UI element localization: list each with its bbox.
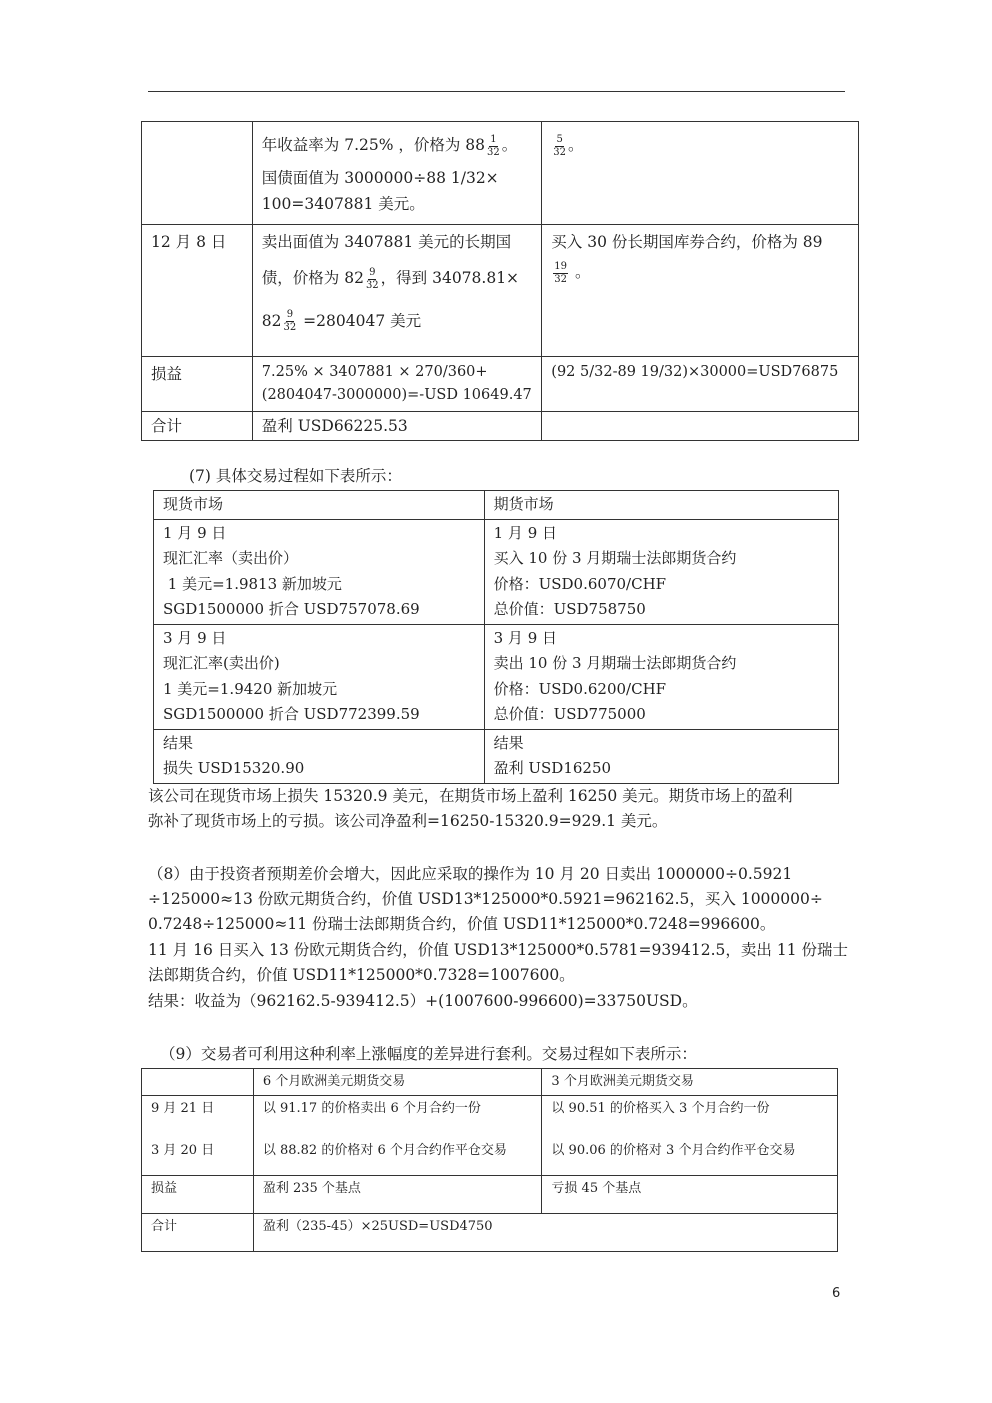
table-cell: [542, 122, 859, 225]
cell-text: 债，价格为 82: [261, 269, 364, 287]
table-cell: 1 月 9 日 买入 10 份 3 月期瑞士法郎期货合约 价格：USD0.6070/CHF 总价值：USD758750: [484, 519, 838, 624]
paragraph-line: 0.7248÷125000≈11 份瑞士法郎期货合约，价值 USD11*125000*0.7248=996600。: [148, 915, 776, 933]
cell-text: (2804047-3000000)=-USD 10649.47: [261, 387, 532, 403]
table-row: [142, 122, 859, 225]
fraction: $\frac{1}{32}$: [487, 133, 500, 158]
table-row: [154, 624, 839, 729]
table-cell: 结果 损失 USD15320.90: [154, 729, 485, 783]
table-header-cell: 6 个月欧洲美元期货交易: [253, 1069, 542, 1096]
conclusion-line: 该公司在现货市场上损失 15320.9 美元，在期货市场上盈利 16250 美元。期货市场上的盈利: [148, 787, 793, 805]
table-header-cell: [142, 1069, 254, 1096]
table-cell: 亏损 45 个基点: [542, 1176, 838, 1214]
table-cell: 以 91.17 的价格卖出 6 个月合约一份 以 88.82 的价格对 6 个月合约作平仓交易: [253, 1096, 542, 1176]
cell-text: 。: [501, 136, 518, 154]
table-cell: 盈利（235-45）×25USD=USD4750: [253, 1214, 837, 1252]
cell-text: 年收益率为 7.25% ，价格为 88: [261, 136, 486, 154]
table-cell: 合计: [142, 1214, 254, 1252]
cell-text: =2804047 美元: [298, 311, 422, 330]
table-cell: 1 月 9 日 现汇汇率（卖出价） 1 美元=1.9813 新加坡元 SGD1500000 折合 USD757078.69: [154, 519, 485, 624]
table-cell: 合计: [142, 412, 253, 441]
conclusion-line: 弥补了现货市场上的亏损。该公司净盈利=16250-15320.9=929.1 美元。: [148, 812, 668, 830]
currency-hedge-table: [153, 490, 839, 784]
table-cell: (92 5/32-89 19/32)×30000=USD76875: [542, 357, 859, 412]
table-cell: 3 月 9 日 卖出 10 份 3 月期瑞士法郎期货合约 价格：USD0.6200/CHF 总价值：USD775000: [484, 624, 838, 729]
table-cell: 盈利 235 个基点: [253, 1176, 542, 1214]
table-row: [142, 1096, 838, 1176]
table-row: [154, 729, 839, 783]
table-row: [154, 519, 839, 624]
table-cell: 以 90.51 的价格买入 3 个月合约一份 以 90.06 的价格对 3 个月合约作平仓交易: [542, 1096, 838, 1176]
cell-text: 100=3407881 美元。: [261, 194, 425, 213]
table-cell: 结果 盈利 USD16250: [484, 729, 838, 783]
paragraph-line: 结果：收益为（962162.5-939412.5）+(1007600-996600)=33750USD。: [148, 992, 698, 1010]
paragraph-line: 11 月 16 日买入 13 份欧元期货合约，价值 USD13*125000*0.5781=939412.5，卖出 11 份瑞士: [148, 941, 848, 959]
table-cell: 损益: [142, 1176, 254, 1214]
paragraph-line: （8）由于投资者预期差价会增大，因此应采取的操作为 10 月 20 日卖出 1000000÷0.5921: [148, 865, 793, 883]
table-cell: 损益: [142, 357, 253, 412]
paragraph-line: ÷125000≈13 份欧元期货合约，价值 USD13*125000*0.5921=962162.5，买入 1000000÷: [148, 890, 823, 908]
table-row: [142, 225, 859, 357]
fraction: $\frac{9}{32}$: [283, 309, 297, 333]
table-cell: [252, 225, 542, 357]
fraction: $\frac{5}{32}$: [553, 133, 567, 158]
header-rule: [148, 91, 845, 92]
page-number: 6: [832, 1286, 841, 1301]
table-cell: [542, 225, 859, 357]
table-row: [142, 357, 859, 412]
bond-hedge-table: [141, 121, 859, 441]
table-cell: [142, 122, 253, 225]
table-cell: [542, 412, 859, 441]
section-7-intro: (7) 具体交易过程如下表所示：: [189, 467, 402, 485]
table-row: [142, 1069, 838, 1096]
table-cell: 9 月 21 日 3 月 20 日: [142, 1096, 254, 1176]
table-header-cell: 3 个月欧洲美元期货交易: [542, 1069, 838, 1096]
cell-text: 卖出面值为 3407881 美元的长期国: [261, 233, 512, 251]
table-cell: [252, 122, 542, 225]
cell-text: 82: [261, 311, 282, 330]
fraction: $\frac{19}{32}$: [554, 260, 568, 285]
cell-text: 。: [568, 136, 584, 154]
cell-text: ，得到 34078.81×: [380, 269, 520, 287]
cell-text: 国债面值为 3000000÷88 1/32×: [261, 168, 499, 187]
table-row: [142, 1176, 838, 1214]
table-cell: 12 月 8 日: [142, 225, 253, 357]
section-9-intro: （9）交易者可利用这种利率上涨幅度的差异进行套利。交易过程如下表所示：: [160, 1045, 697, 1063]
cell-text: 7.25% × 3407881 × 270/360+: [261, 364, 488, 380]
table-header-cell: 现货市场: [154, 491, 485, 520]
cell-text: 买入 30 份长期国库券合约，价格为 89: [551, 233, 823, 251]
table-cell: [252, 357, 542, 412]
table-row: [142, 1214, 838, 1252]
table-row: [142, 412, 859, 441]
table-cell: 3 月 9 日 现汇汇率(卖出价) 1 美元=1.9420 新加坡元 SGD1500000 折合 USD772399.59: [154, 624, 485, 729]
fraction: $\frac{9}{32}$: [365, 266, 379, 291]
cell-text: 。: [570, 263, 591, 281]
eurodollar-spread-table: [141, 1068, 838, 1252]
table-row: [154, 491, 839, 520]
table-cell: 盈利 USD66225.53: [252, 412, 542, 441]
table-header-cell: 期货市场: [484, 491, 838, 520]
paragraph-line: 法郎期货合约，价值 USD11*125000*0.7328=1007600。: [148, 966, 575, 984]
